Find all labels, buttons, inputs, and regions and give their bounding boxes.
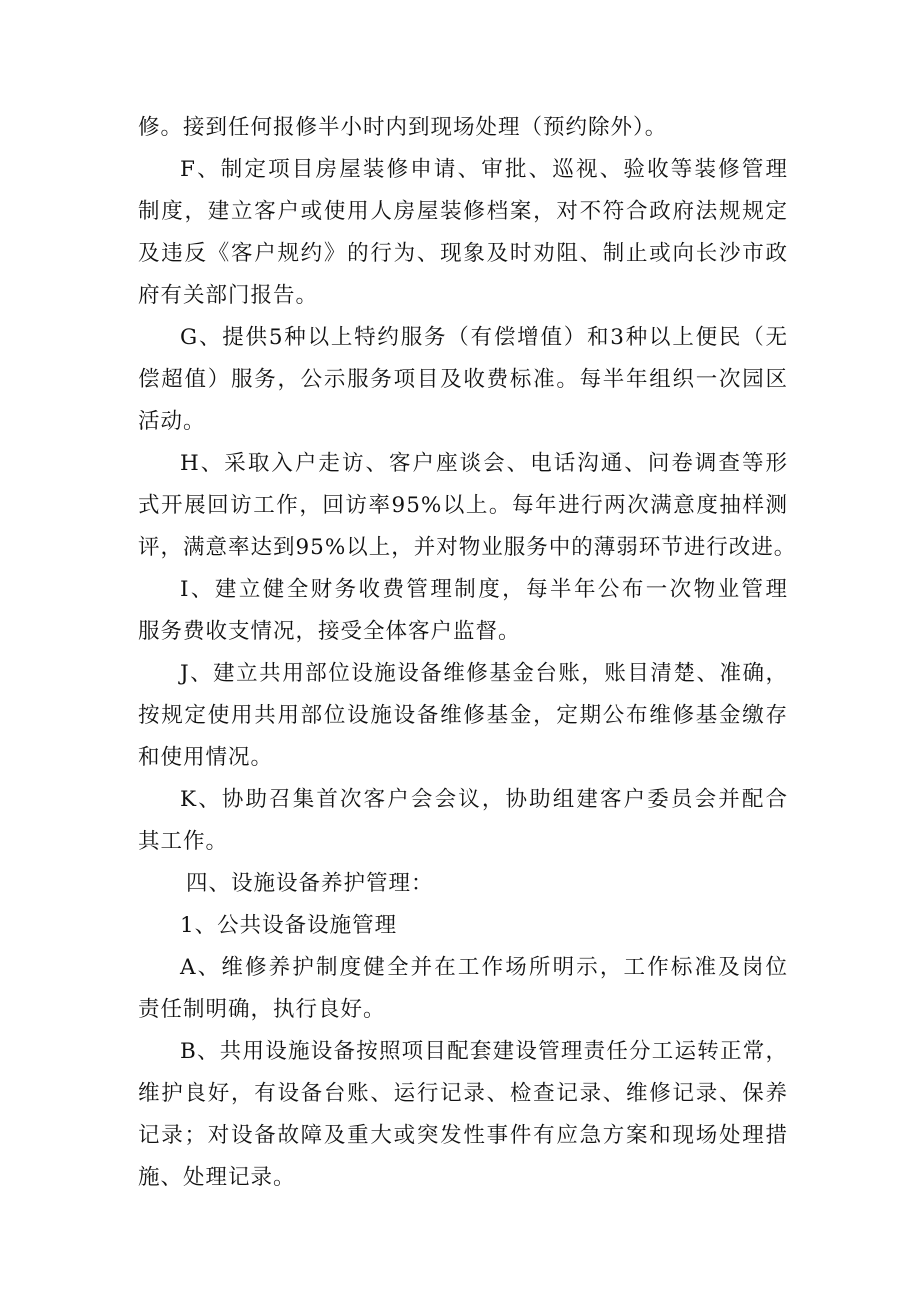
paragraph-i-line-1: I、建立健全财务收费管理制度，每半年公布一次物业管理 — [180, 577, 788, 602]
paragraph-i-line-2: 服务费收支情况，接受全体客户监督。 — [138, 619, 521, 644]
paragraph-j-line-3: 和使用情况。 — [138, 745, 274, 770]
paragraph-b-line-2: 维护良好，有设备台账、运行记录、检查记录、维修记录、保养 — [138, 1081, 788, 1106]
paragraph-b-line-3: 记录；对设备故障及重大或突发性事件有应急方案和现场处理措 — [138, 1123, 788, 1148]
section-heading: 四、设施设备养护管理： — [186, 871, 434, 896]
paragraph-a-line-2: 责任制明确，执行良好。 — [138, 997, 386, 1022]
paragraph-b-line-1: B、共用设施设备按照项目配套建设管理责任分工运转正常， — [180, 1039, 788, 1064]
subsection-heading: 1、公共设备设施管理 — [180, 913, 398, 938]
paragraph-j-line-1: J、建立共用部位设施设备维修基金台账，账目清楚、准确， — [180, 661, 788, 686]
paragraph-f-line-2: 制度，建立客户或使用人房屋装修档案，对不符合政府法规规定 — [138, 199, 788, 224]
paragraph-f-line-3: 及违反《客户规约》的行为、现象及时劝阻、制止或向长沙市政 — [138, 241, 788, 266]
paragraph-h-line-1: H、采取入户走访、客户座谈会、电话沟通、问卷调查等形 — [180, 451, 788, 476]
paragraph-b-line-4: 施、处理记录。 — [138, 1165, 296, 1190]
paragraph-j-line-2: 按规定使用共用部位设施设备维修基金，定期公布维修基金缴存 — [138, 703, 788, 728]
paragraph-h-line-2: 式开展回访工作，回访率95%以上。每年进行两次满意度抽样测 — [138, 493, 788, 518]
paragraph-f-line-4: 府有关部门报告。 — [138, 283, 319, 308]
paragraph-a-line-1: A、维修养护制度健全并在工作场所明示，工作标准及岗位 — [180, 955, 788, 980]
paragraph-k-line-2: 其工作。 — [138, 829, 229, 854]
paragraph-f-line-1: F、制定项目房屋装修申请、审批、巡视、验收等装修管理 — [180, 157, 788, 182]
paragraph-g-line-3: 活动。 — [138, 409, 206, 434]
paragraph-g-line-2: 偿超值）服务，公示服务项目及收费标准。每半年组织一次园区 — [138, 367, 788, 392]
text-line: 修。接到任何报修半小时内到现场处理（预约除外）。 — [138, 115, 668, 140]
paragraph-k-line-1: K、协助召集首次客户会会议，协助组建客户委员会并配合 — [180, 787, 788, 812]
paragraph-g-line-1: G、提供5种以上特约服务（有偿增值）和3种以上便民（无 — [180, 325, 788, 350]
paragraph-h-line-3: 评，满意率达到95%以上，并对物业服务中的薄弱环节进行改进。 — [138, 535, 797, 560]
